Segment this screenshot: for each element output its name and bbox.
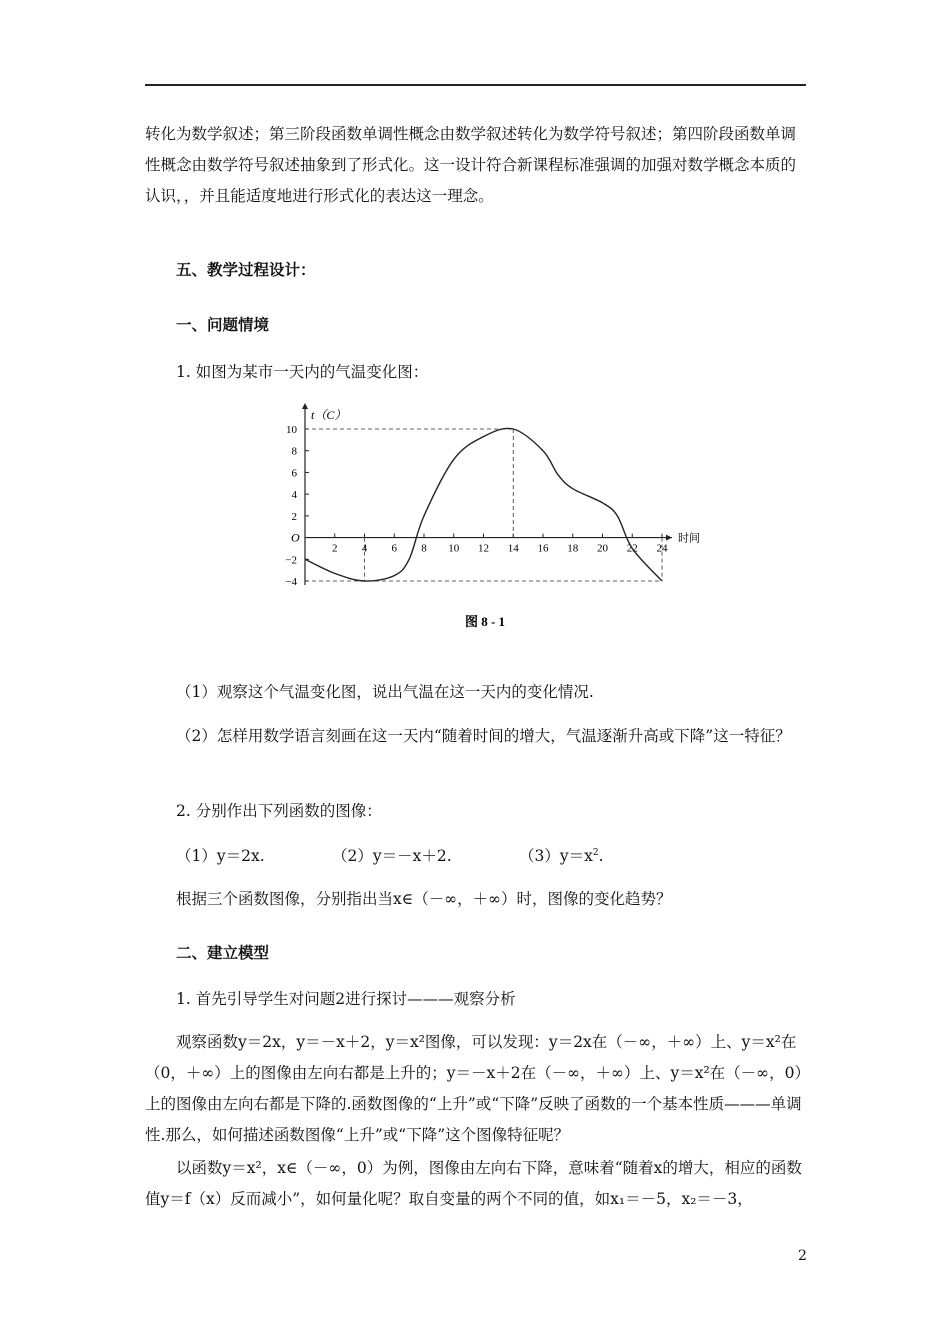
model-paragraph-1: 观察函数y＝2x，y＝－x＋2，y＝x²图像，可以发现：y＝2x在（－∞，＋∞）上、y＝x²在（0，＋∞）上的图像由左向右都是上升的；y＝－x＋2在（－∞，＋∞）上、y＝x²在（－∞，0）上的图像由左向右都是下降的.函数图像的“上升”或“下降”反映了函数的一个基本性质———单调性.那么，如何描述函数图像“上升”或“下降”这个图像特征呢？ — [145, 1033, 803, 1144]
y-tick-label: −4 — [285, 576, 297, 588]
temperature-curve — [305, 428, 662, 581]
function-3-end: . — [598, 847, 604, 865]
chart-caption: 图 8 - 1 — [464, 614, 506, 629]
question-2: 2. 分别作出下列函数的图像： — [176, 802, 382, 820]
y-tick-label: 2 — [291, 510, 297, 523]
y-tick-label: 6 — [291, 467, 297, 480]
function-2: （2）y＝－x＋2. — [332, 847, 452, 865]
x-tick-label: 20 — [597, 542, 608, 555]
y-tick-label: 4 — [291, 489, 297, 502]
temperature-chart — [270, 395, 710, 640]
x-tick-label: 10 — [448, 542, 460, 555]
section-heading-teaching-process: 五、教学过程设计： — [176, 260, 316, 279]
intro-paragraph: 转化为数学叙述；第三阶段函数单调性概念由数学叙述转化为数学符号叙述；第四阶段函数单调性概念由数学符号叙述抽象到了形式化。这一设计符合新课程标准强调的加强对数学概念本质的认识，，并且能适度地进行形式化的表达这一理念。 — [145, 125, 797, 205]
x-tick-label: 12 — [478, 542, 489, 555]
question-1a: （1）观察这个气温变化图，说出气温在这一天内的变化情况. — [176, 683, 594, 701]
question-2-trend: 根据三个函数图像，分别指出当x∈（－∞，＋∞）时，图像的变化趋势？ — [176, 890, 672, 908]
y-tick-label: −2 — [285, 554, 297, 567]
x-tick-label: 24 — [656, 542, 668, 555]
function-3-base: （3）y＝x — [519, 847, 593, 865]
function-1: （1）y＝2x. — [176, 847, 265, 865]
y-tick-label: 8 — [291, 445, 297, 458]
x-tick-label: 2 — [332, 542, 338, 555]
header-rule — [145, 84, 806, 86]
x-tick-label: 18 — [567, 542, 579, 555]
question-1b-text: （2）怎样用数学语言刻画在这一天内“随着时间的增大，气温逐渐升高或下降”这一特征？ — [176, 727, 791, 745]
x-axis-label: 时间 — [678, 532, 700, 545]
x-tick-label: 16 — [537, 542, 549, 555]
function-3-exponent: 2 — [592, 847, 599, 858]
model-paragraph-2: 以函数y＝x²，x∈（－∞，0）为例，图像由左向右下降，意味着“随着x的增大，相应的函数值y＝f（x）反而减小”，如何量化呢？取自变量的两个不同的值，如x₁＝－5，x₂＝－3， — [145, 1159, 802, 1208]
x-tick-label: 6 — [391, 542, 397, 555]
x-axis-arrow — [666, 535, 672, 541]
x-tick-label: 4 — [361, 542, 368, 555]
y-tick-label: 10 — [286, 424, 297, 436]
function-3 — [519, 844, 604, 866]
question-1: 1. 如图为某市一天内的气温变化图： — [176, 363, 429, 381]
x-tick-label: 8 — [421, 542, 427, 555]
model-step-1: 1. 首先引导学生对问题2进行探讨———观察分析 — [176, 990, 516, 1008]
x-tick-label: 22 — [626, 542, 638, 555]
page-number: 2 — [798, 1248, 807, 1264]
x-tick-label: 14 — [507, 542, 519, 555]
origin-label: O — [291, 530, 300, 545]
y-axis-arrow — [302, 403, 308, 409]
question-1b — [176, 721, 806, 752]
y-axis-label: t（C） — [311, 408, 347, 422]
subsection-heading-problem-context: 一、问题情境 — [176, 315, 270, 334]
subsection-heading-build-model: 二、建立模型 — [176, 943, 270, 962]
